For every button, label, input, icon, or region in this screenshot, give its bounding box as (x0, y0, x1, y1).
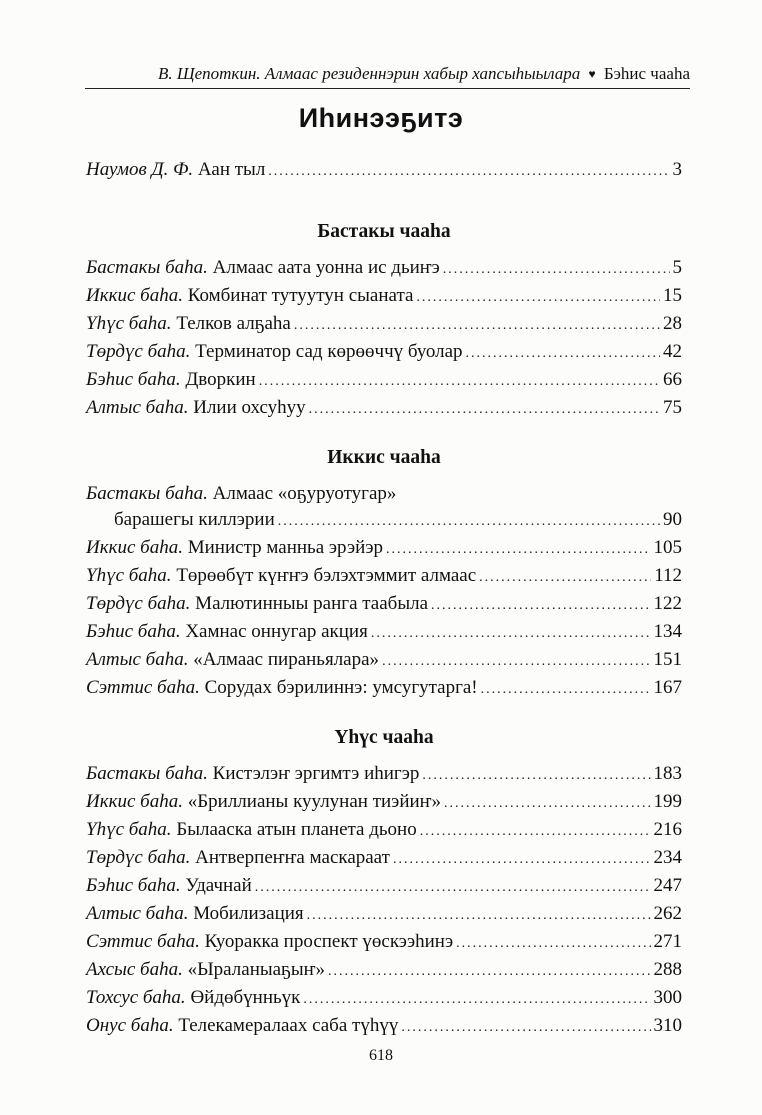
entry-page: 216 (653, 819, 682, 840)
chapter-title: Төрөөбүт күҥҥэ бэлэхтэммит алмаас (176, 565, 477, 586)
chapter-number: Сэттис баһа. (86, 931, 200, 952)
entry-page: 134 (653, 621, 682, 642)
toc-entry (86, 619, 682, 647)
chapter-number: Иккис баһа. (86, 791, 183, 812)
leader-dots (386, 537, 651, 563)
toc-entry (86, 873, 682, 901)
toc-entry (86, 481, 682, 507)
chapter-number: Төрдүс баһа. (86, 341, 191, 362)
chapter-title: Мобилизация (193, 903, 304, 924)
entry-label (86, 675, 478, 701)
chapter-number: Бэһис баһа. (86, 621, 181, 642)
leader-dots (259, 369, 660, 395)
toc-entry (86, 929, 682, 957)
chapter-title: «Ыраланыаҕыҥ» (187, 959, 325, 980)
entry-page: 310 (653, 1015, 682, 1036)
leader-dots (294, 313, 660, 339)
leader-dots (443, 257, 670, 283)
entry-page: 167 (653, 677, 682, 698)
entry-label (86, 901, 304, 927)
chapter-number: Бастакы баһа. (86, 763, 208, 784)
toc-entry (86, 311, 682, 339)
entry-page: 66 (663, 369, 682, 390)
leader-dots (416, 285, 660, 311)
running-title: В. Щепоткин. Алмаас резиденнэрин хабыр хапсыһыылара (157, 64, 581, 83)
chapter-number: Үһүс баһа. (86, 313, 172, 334)
page-title: Иһинээҕитэ (298, 103, 464, 133)
leader-dots (420, 819, 651, 845)
entry-page: 5 (672, 257, 682, 278)
toc-entry (86, 985, 682, 1013)
chapter-number: Бастакы баһа. (86, 483, 208, 504)
entry-page: 247 (653, 875, 682, 896)
toc-entry (86, 255, 682, 283)
entry-page: 300 (653, 987, 682, 1008)
entry-label (86, 619, 368, 645)
entry-page: 262 (653, 903, 682, 924)
entry-label (86, 339, 463, 365)
leader-dots (444, 791, 650, 817)
entry-label (86, 1013, 398, 1039)
leader-dots (466, 341, 660, 367)
entry-label (86, 507, 275, 533)
entry-label (86, 255, 440, 281)
chapter-number: Сэттис баһа. (86, 677, 200, 698)
entry-page: 151 (653, 649, 682, 670)
chapter-number: Онус баһа. (86, 1015, 174, 1036)
entry-page: 234 (653, 847, 682, 868)
entry-page: 105 (653, 537, 682, 558)
leader-dots (422, 763, 650, 789)
chapter-number: Иккис баһа. (86, 537, 183, 558)
leader-dots (431, 593, 650, 619)
chapter-number: Тохсус баһа. (86, 987, 186, 1008)
leader-dots (401, 1015, 650, 1041)
chapter-number: Бэһис баһа. (86, 875, 181, 896)
leader-dots (382, 649, 650, 675)
part-title: Бастакы чааһа (317, 221, 451, 242)
running-section: Бэһис чааһа (603, 64, 690, 83)
toc-entry (86, 367, 682, 395)
entry-page: 122 (653, 593, 682, 614)
toc-entry (86, 957, 682, 985)
chapter-title: Телков алҕаһа (176, 313, 291, 334)
chapter-number: Алтыс баһа. (86, 649, 189, 670)
chapter-title: Дворкин (185, 369, 256, 390)
chapter-title: Комбинат тутуутун сыаната (187, 285, 414, 306)
entry-label (86, 157, 265, 183)
chapter-title: Сорудах бэрилиннэ: умсугутарга! (204, 677, 478, 698)
leader-dots (307, 903, 651, 929)
chapter-title: «Алмаас пираньялара» (193, 649, 380, 670)
chapter-number: Наумов Д. Ф. (86, 159, 194, 180)
part-title: Үһүс чааһа (334, 727, 434, 748)
entry-label (86, 535, 383, 561)
chapter-number: Ахсыс баһа. (86, 959, 183, 980)
toc-entry (86, 1013, 682, 1041)
toc-entry (86, 901, 682, 929)
chapter-number: Иккис баһа. (86, 285, 183, 306)
entry-page: 75 (663, 397, 682, 418)
chapter-title: Удачнай (185, 875, 252, 896)
heart-icon: ♥ (588, 67, 596, 81)
entry-label (86, 761, 419, 787)
toc-entry (86, 591, 682, 619)
leader-dots (309, 397, 660, 423)
entry-label (86, 845, 390, 871)
chapter-title: Алмаас «оҕуруотугар» (212, 483, 397, 504)
table-of-contents (86, 157, 682, 1041)
toc-entry (86, 339, 682, 367)
chapter-title: Аан тыл (197, 159, 266, 180)
chapter-title: Былааска атын планета дьоно (176, 819, 417, 840)
chapter-number: Алтыс баһа. (86, 903, 189, 924)
chapter-title: Алмаас аата уонна ис дьиҥэ (212, 257, 440, 278)
entry-page: 271 (653, 931, 682, 952)
entry-page: 288 (653, 959, 682, 980)
entry-page: 28 (663, 313, 682, 334)
chapter-title: Хамнас оннугар акция (185, 621, 368, 642)
chapter-title-continuation: барашегы киллэрии (114, 509, 275, 530)
leader-dots (481, 677, 651, 703)
chapter-title: Өйдөбүнньүк (190, 987, 301, 1008)
entry-label (86, 873, 252, 899)
toc-entry (86, 507, 682, 535)
chapter-number: Алтыс баһа. (86, 397, 189, 418)
chapter-title: Кистэлэҥ эргимтэ иһигэр (212, 763, 420, 784)
toc-entry (86, 395, 682, 423)
leader-dots (303, 987, 650, 1013)
toc-entry (86, 817, 682, 845)
entry-label (86, 481, 396, 507)
entry-page: 15 (663, 285, 682, 306)
toc-entry (86, 647, 682, 675)
running-head (85, 64, 690, 89)
chapter-title: Телекамералаах саба түһүү (178, 1015, 399, 1036)
leader-dots (328, 959, 651, 985)
entry-label (86, 563, 476, 589)
entry-label (86, 929, 453, 955)
entry-label (86, 311, 291, 337)
chapter-number: Үһүс баһа. (86, 819, 172, 840)
entry-label (86, 817, 417, 843)
part-title: Иккис чааһа (327, 447, 441, 468)
entry-label (86, 367, 256, 393)
chapter-title: Илии охсуһуу (193, 397, 306, 418)
chapter-title: «Бриллианы куулунан тиэйиҥ» (187, 791, 442, 812)
entry-page: 199 (653, 791, 682, 812)
toc-entry (86, 157, 682, 185)
entry-label (86, 647, 379, 673)
entry-label (86, 985, 300, 1011)
chapter-title: Куоракка проспект үөскээһинэ (204, 931, 454, 952)
entry-label (86, 957, 325, 983)
entry-page: 112 (654, 565, 682, 586)
entry-label (86, 789, 441, 815)
toc-entry (86, 761, 682, 789)
chapter-title: Антверпеҥҥа маскараат (195, 847, 390, 868)
toc-entry (86, 789, 682, 817)
chapter-number: Бастакы баһа. (86, 257, 208, 278)
chapter-title: Министр манньа эрэйэр (187, 537, 383, 558)
leader-dots (456, 931, 650, 957)
leader-dots (393, 847, 651, 873)
leader-dots (255, 875, 651, 901)
toc-entry (86, 563, 682, 591)
entry-label (86, 395, 306, 421)
chapter-title: Терминатор сад көрөөччү буолар (195, 341, 463, 362)
chapter-title: Малютинныы ранга таабыла (195, 593, 429, 614)
entry-page: 183 (653, 763, 682, 784)
entry-label (86, 591, 428, 617)
chapter-number: Төрдүс баһа. (86, 847, 191, 868)
entry-page: 42 (663, 341, 682, 362)
toc-entry (86, 845, 682, 873)
page-number: 618 (369, 1047, 393, 1064)
toc-entry (86, 535, 682, 563)
leader-dots (371, 621, 651, 647)
leader-dots (278, 509, 660, 535)
chapter-number: Үһүс баһа. (86, 565, 172, 586)
entry-label (86, 283, 413, 309)
leader-dots (479, 565, 651, 591)
entry-page: 3 (672, 159, 682, 180)
chapter-number: Төрдүс баһа. (86, 593, 191, 614)
chapter-number: Бэһис баһа. (86, 369, 181, 390)
toc-entry (86, 283, 682, 311)
leader-dots (268, 159, 669, 185)
entry-page: 90 (663, 509, 682, 530)
toc-entry (86, 675, 682, 703)
